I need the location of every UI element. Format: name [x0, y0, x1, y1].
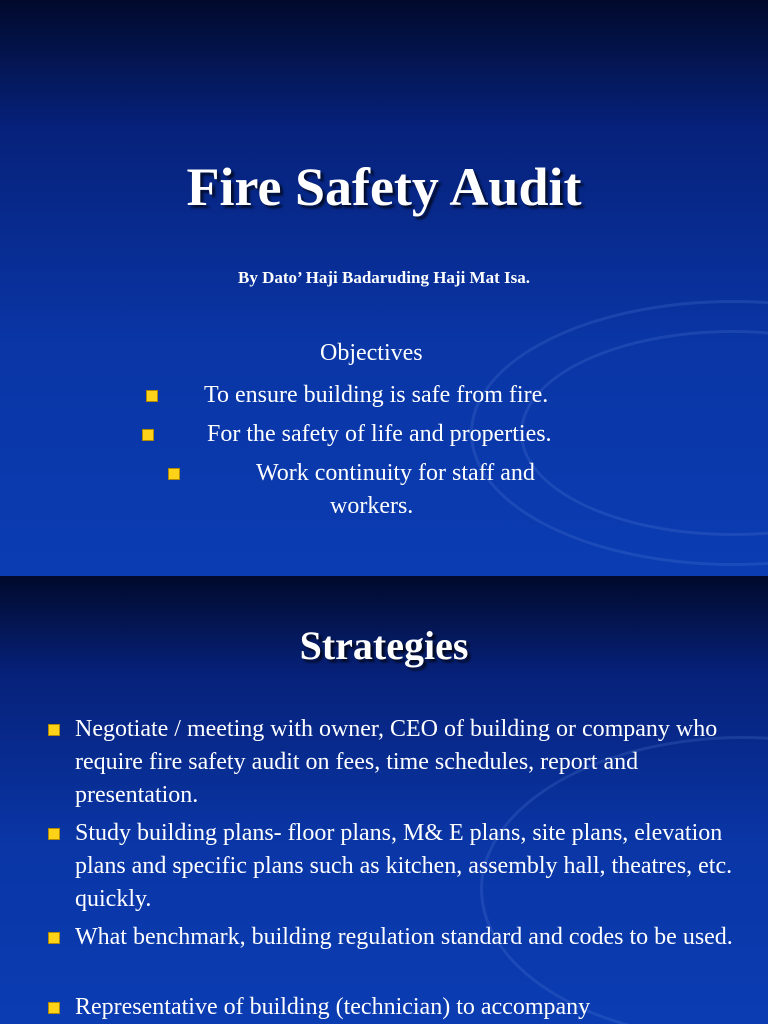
bullet-icon: [168, 468, 180, 480]
slide-title-text: Fire Safety Audit: [186, 157, 582, 217]
slide-title-text: Strategies: [299, 623, 469, 668]
strategy-item: What benchmark, building regulation standard and codes to be used.: [75, 924, 733, 950]
strategy-item: Negotiate / meeting with owner, CEO of building or company who require fire safety audit on fees, time schedules, report and presentation.: [75, 716, 718, 808]
objectives-heading: Objectives: [320, 340, 423, 366]
slide-strategies: [0, 576, 768, 1024]
bullet-icon: [48, 1002, 60, 1014]
bullet-icon: [48, 828, 60, 840]
objective-item-continued: workers.: [330, 493, 414, 519]
objective-item: Work continuity for staff and: [256, 460, 535, 486]
bullet-icon: [48, 724, 60, 736]
objective-item: For the safety of life and properties.: [207, 421, 552, 447]
bullet-icon: [142, 429, 154, 441]
author-byline: By Dato’ Haji Badaruding Haji Mat Isa.: [237, 268, 530, 287]
strategy-item: Study building plans- floor plans, M& E plans, site plans, elevation plans and specific plans such as kitchen, assembly hall, theatres, etc. quickly.: [75, 820, 733, 912]
bullet-icon: [48, 932, 60, 944]
strategy-item: Representative of building (technician) to accompany: [75, 994, 591, 1020]
bullet-icon: [146, 390, 158, 402]
objective-item: To ensure building is safe from fire.: [204, 382, 549, 408]
